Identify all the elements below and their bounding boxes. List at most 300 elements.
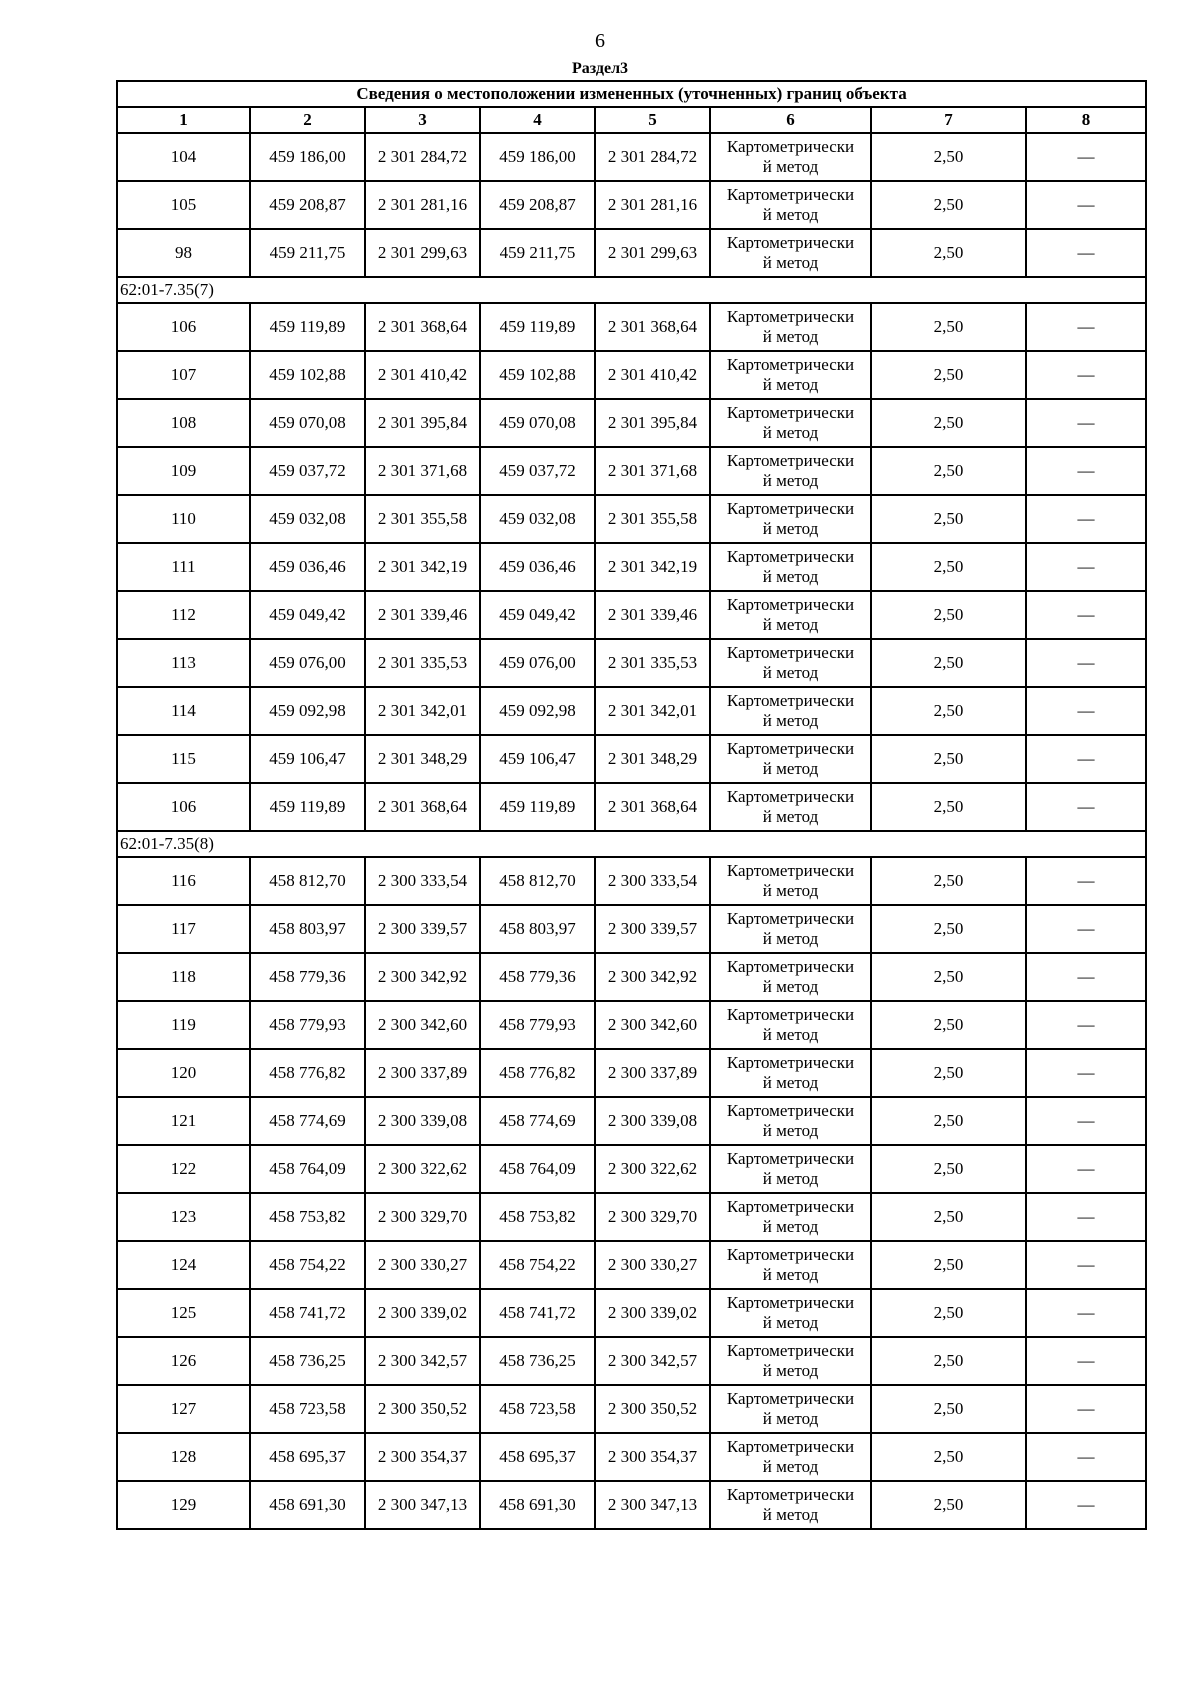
method-cell xyxy=(710,783,871,831)
method-line-2: й метод xyxy=(762,253,819,272)
x-old-cell: 458 753,82 xyxy=(250,1193,365,1241)
table-row xyxy=(117,857,1146,905)
description-cell: — xyxy=(1026,229,1146,277)
accuracy-cell: 2,50 xyxy=(871,1241,1026,1289)
method-line-1: Картометрически xyxy=(726,1245,855,1264)
point-number-cell: 119 xyxy=(117,1001,250,1049)
method-line-2: й метод xyxy=(762,1457,819,1476)
description-cell: — xyxy=(1026,1337,1146,1385)
y-old-cell: 2 300 339,57 xyxy=(365,905,480,953)
point-number-cell: 109 xyxy=(117,447,250,495)
y-new-cell: 2 300 347,13 xyxy=(595,1481,710,1529)
method-cell xyxy=(710,1337,871,1385)
method-cell xyxy=(710,133,871,181)
point-number-cell: 98 xyxy=(117,229,250,277)
x-old-cell: 459 049,42 xyxy=(250,591,365,639)
accuracy-cell: 2,50 xyxy=(871,399,1026,447)
method-cell xyxy=(710,905,871,953)
point-number-cell: 115 xyxy=(117,735,250,783)
group-row xyxy=(117,831,1146,857)
method-line-2: й метод xyxy=(762,327,819,346)
accuracy-cell: 2,50 xyxy=(871,543,1026,591)
method-line-1: Картометрически xyxy=(726,787,855,806)
description-cell: — xyxy=(1026,303,1146,351)
table-row xyxy=(117,495,1146,543)
table-row xyxy=(117,133,1146,181)
y-old-cell: 2 301 395,84 xyxy=(365,399,480,447)
table-row xyxy=(117,687,1146,735)
method-line-2: й метод xyxy=(762,1073,819,1092)
table-row xyxy=(117,1097,1146,1145)
x-old-cell: 459 119,89 xyxy=(250,783,365,831)
description-cell: — xyxy=(1026,495,1146,543)
method-cell xyxy=(710,181,871,229)
method-line-1: Картометрически xyxy=(726,499,855,518)
table-row xyxy=(117,399,1146,447)
y-new-cell: 2 301 368,64 xyxy=(595,303,710,351)
method-cell xyxy=(710,303,871,351)
method-line-2: й метод xyxy=(762,567,819,586)
method-cell xyxy=(710,399,871,447)
x-new-cell: 458 776,82 xyxy=(480,1049,595,1097)
y-old-cell: 2 301 299,63 xyxy=(365,229,480,277)
accuracy-cell: 2,50 xyxy=(871,1145,1026,1193)
y-old-cell: 2 301 339,46 xyxy=(365,591,480,639)
x-new-cell: 459 037,72 xyxy=(480,447,595,495)
description-cell: — xyxy=(1026,133,1146,181)
point-number-cell: 124 xyxy=(117,1241,250,1289)
y-new-cell: 2 300 333,54 xyxy=(595,857,710,905)
description-cell: — xyxy=(1026,857,1146,905)
accuracy-cell: 2,50 xyxy=(871,133,1026,181)
y-old-cell: 2 300 354,37 xyxy=(365,1433,480,1481)
method-line-1: Картометрически xyxy=(726,547,855,566)
description-cell: — xyxy=(1026,1193,1146,1241)
x-old-cell: 459 102,88 xyxy=(250,351,365,399)
point-number-cell: 108 xyxy=(117,399,250,447)
method-cell xyxy=(710,1433,871,1481)
table-row xyxy=(117,229,1146,277)
description-cell: — xyxy=(1026,1145,1146,1193)
point-number-cell: 107 xyxy=(117,351,250,399)
column-number-header: 6 xyxy=(710,107,871,133)
point-number-cell: 112 xyxy=(117,591,250,639)
y-old-cell: 2 301 368,64 xyxy=(365,303,480,351)
x-old-cell: 458 774,69 xyxy=(250,1097,365,1145)
method-line-2: й метод xyxy=(762,1217,819,1236)
y-old-cell: 2 300 333,54 xyxy=(365,857,480,905)
x-old-cell: 458 779,36 xyxy=(250,953,365,1001)
x-new-cell: 459 049,42 xyxy=(480,591,595,639)
method-line-1: Картометрически xyxy=(726,1389,855,1408)
x-new-cell: 458 736,25 xyxy=(480,1337,595,1385)
x-new-cell: 458 753,82 xyxy=(480,1193,595,1241)
x-new-cell: 458 803,97 xyxy=(480,905,595,953)
x-old-cell: 458 695,37 xyxy=(250,1433,365,1481)
accuracy-cell: 2,50 xyxy=(871,1289,1026,1337)
table-row xyxy=(117,735,1146,783)
y-old-cell: 2 301 371,68 xyxy=(365,447,480,495)
method-cell xyxy=(710,857,871,905)
x-old-cell: 459 211,75 xyxy=(250,229,365,277)
x-new-cell: 459 036,46 xyxy=(480,543,595,591)
description-cell: — xyxy=(1026,1049,1146,1097)
x-old-cell: 459 106,47 xyxy=(250,735,365,783)
y-new-cell: 2 301 281,16 xyxy=(595,181,710,229)
table-row xyxy=(117,1145,1146,1193)
method-cell xyxy=(710,1289,871,1337)
method-cell xyxy=(710,1385,871,1433)
x-old-cell: 458 776,82 xyxy=(250,1049,365,1097)
x-old-cell: 459 036,46 xyxy=(250,543,365,591)
table-row xyxy=(117,1193,1146,1241)
method-line-1: Картометрически xyxy=(726,1437,855,1456)
accuracy-cell: 2,50 xyxy=(871,857,1026,905)
table-row xyxy=(117,953,1146,1001)
method-line-1: Картометрически xyxy=(726,1005,855,1024)
table-row xyxy=(117,1385,1146,1433)
method-line-1: Картометрически xyxy=(726,861,855,880)
point-number-cell: 105 xyxy=(117,181,250,229)
table-row xyxy=(117,447,1146,495)
method-cell xyxy=(710,591,871,639)
y-new-cell: 2 301 348,29 xyxy=(595,735,710,783)
method-line-1: Картометрически xyxy=(726,451,855,470)
point-number-cell: 118 xyxy=(117,953,250,1001)
method-line-1: Картометрически xyxy=(726,185,855,204)
description-cell: — xyxy=(1026,1385,1146,1433)
method-line-2: й метод xyxy=(762,977,819,996)
accuracy-cell: 2,50 xyxy=(871,905,1026,953)
table-row xyxy=(117,351,1146,399)
table-row xyxy=(117,783,1146,831)
accuracy-cell: 2,50 xyxy=(871,1193,1026,1241)
table-row xyxy=(117,639,1146,687)
x-old-cell: 458 803,97 xyxy=(250,905,365,953)
point-number-cell: 111 xyxy=(117,543,250,591)
y-old-cell: 2 301 335,53 xyxy=(365,639,480,687)
y-new-cell: 2 301 395,84 xyxy=(595,399,710,447)
method-cell xyxy=(710,1001,871,1049)
column-number-header: 5 xyxy=(595,107,710,133)
method-line-1: Картометрически xyxy=(726,233,855,252)
y-old-cell: 2 300 342,60 xyxy=(365,1001,480,1049)
method-line-1: Картометрически xyxy=(726,691,855,710)
method-line-1: Картометрически xyxy=(726,1293,855,1312)
y-new-cell: 2 300 337,89 xyxy=(595,1049,710,1097)
table-row xyxy=(117,1433,1146,1481)
method-line-2: й метод xyxy=(762,1121,819,1140)
method-cell xyxy=(710,229,871,277)
y-old-cell: 2 300 330,27 xyxy=(365,1241,480,1289)
description-cell: — xyxy=(1026,783,1146,831)
accuracy-cell: 2,50 xyxy=(871,783,1026,831)
y-old-cell: 2 301 410,42 xyxy=(365,351,480,399)
table-row xyxy=(117,1241,1146,1289)
y-new-cell: 2 301 335,53 xyxy=(595,639,710,687)
point-number-cell: 113 xyxy=(117,639,250,687)
x-new-cell: 458 812,70 xyxy=(480,857,595,905)
x-old-cell: 458 741,72 xyxy=(250,1289,365,1337)
method-line-2: й метод xyxy=(762,663,819,682)
y-new-cell: 2 300 339,02 xyxy=(595,1289,710,1337)
point-number-cell: 127 xyxy=(117,1385,250,1433)
x-old-cell: 459 037,72 xyxy=(250,447,365,495)
x-old-cell: 459 070,08 xyxy=(250,399,365,447)
x-new-cell: 458 754,22 xyxy=(480,1241,595,1289)
method-line-2: й метод xyxy=(762,1265,819,1284)
description-cell: — xyxy=(1026,1001,1146,1049)
y-old-cell: 2 301 355,58 xyxy=(365,495,480,543)
column-number-header: 2 xyxy=(250,107,365,133)
accuracy-cell: 2,50 xyxy=(871,303,1026,351)
x-old-cell: 459 119,89 xyxy=(250,303,365,351)
y-new-cell: 2 300 342,60 xyxy=(595,1001,710,1049)
description-cell: — xyxy=(1026,1433,1146,1481)
x-new-cell: 458 741,72 xyxy=(480,1289,595,1337)
method-line-2: й метод xyxy=(762,711,819,730)
x-new-cell: 459 076,00 xyxy=(480,639,595,687)
method-cell xyxy=(710,495,871,543)
page-number: 6 xyxy=(595,30,605,52)
method-line-2: й метод xyxy=(762,881,819,900)
method-line-2: й метод xyxy=(762,157,819,176)
accuracy-cell: 2,50 xyxy=(871,229,1026,277)
description-cell: — xyxy=(1026,905,1146,953)
y-new-cell: 2 301 368,64 xyxy=(595,783,710,831)
x-new-cell: 459 106,47 xyxy=(480,735,595,783)
accuracy-cell: 2,50 xyxy=(871,591,1026,639)
method-line-1: Картометрически xyxy=(726,739,855,758)
x-new-cell: 459 032,08 xyxy=(480,495,595,543)
column-number-header: 8 xyxy=(1026,107,1146,133)
point-number-cell: 116 xyxy=(117,857,250,905)
method-line-2: й метод xyxy=(762,375,819,394)
method-cell xyxy=(710,639,871,687)
method-cell xyxy=(710,447,871,495)
x-old-cell: 459 076,00 xyxy=(250,639,365,687)
method-cell xyxy=(710,1049,871,1097)
accuracy-cell: 2,50 xyxy=(871,1481,1026,1529)
y-new-cell: 2 300 330,27 xyxy=(595,1241,710,1289)
x-new-cell: 458 779,36 xyxy=(480,953,595,1001)
y-new-cell: 2 300 322,62 xyxy=(595,1145,710,1193)
description-cell: — xyxy=(1026,953,1146,1001)
y-new-cell: 2 301 299,63 xyxy=(595,229,710,277)
method-line-2: й метод xyxy=(762,471,819,490)
y-old-cell: 2 301 348,29 xyxy=(365,735,480,783)
y-old-cell: 2 300 342,92 xyxy=(365,953,480,1001)
method-cell xyxy=(710,1481,871,1529)
y-new-cell: 2 301 342,01 xyxy=(595,687,710,735)
y-old-cell: 2 300 339,02 xyxy=(365,1289,480,1337)
y-old-cell: 2 300 342,57 xyxy=(365,1337,480,1385)
y-old-cell: 2 301 368,64 xyxy=(365,783,480,831)
point-number-cell: 126 xyxy=(117,1337,250,1385)
y-new-cell: 2 300 342,57 xyxy=(595,1337,710,1385)
method-cell xyxy=(710,1193,871,1241)
x-old-cell: 458 754,22 xyxy=(250,1241,365,1289)
x-old-cell: 459 092,98 xyxy=(250,687,365,735)
y-old-cell: 2 300 337,89 xyxy=(365,1049,480,1097)
column-number-header: 3 xyxy=(365,107,480,133)
x-old-cell: 458 779,93 xyxy=(250,1001,365,1049)
y-new-cell: 2 301 284,72 xyxy=(595,133,710,181)
x-old-cell: 458 812,70 xyxy=(250,857,365,905)
description-cell: — xyxy=(1026,735,1146,783)
x-new-cell: 458 774,69 xyxy=(480,1097,595,1145)
section-title: Раздел3 xyxy=(571,60,629,77)
point-number-cell: 114 xyxy=(117,687,250,735)
method-line-1: Картометрически xyxy=(726,595,855,614)
method-line-2: й метод xyxy=(762,807,819,826)
method-line-1: Картометрически xyxy=(726,1341,855,1360)
y-old-cell: 2 300 329,70 xyxy=(365,1193,480,1241)
method-line-1: Картометрически xyxy=(726,355,855,374)
x-old-cell: 458 691,30 xyxy=(250,1481,365,1529)
method-line-1: Картометрически xyxy=(726,403,855,422)
y-new-cell: 2 301 410,42 xyxy=(595,351,710,399)
description-cell: — xyxy=(1026,1241,1146,1289)
y-new-cell: 2 301 339,46 xyxy=(595,591,710,639)
point-number-cell: 110 xyxy=(117,495,250,543)
point-number-cell: 121 xyxy=(117,1097,250,1145)
method-line-2: й метод xyxy=(762,759,819,778)
point-number-cell: 123 xyxy=(117,1193,250,1241)
x-old-cell: 459 186,00 xyxy=(250,133,365,181)
method-line-2: й метод xyxy=(762,519,819,538)
group-row xyxy=(117,277,1146,303)
table-row xyxy=(117,1337,1146,1385)
x-old-cell: 458 723,58 xyxy=(250,1385,365,1433)
column-number-header: 7 xyxy=(871,107,1026,133)
table-row xyxy=(117,1049,1146,1097)
table-row xyxy=(117,591,1146,639)
x-old-cell: 458 764,09 xyxy=(250,1145,365,1193)
table-row xyxy=(117,303,1146,351)
accuracy-cell: 2,50 xyxy=(871,447,1026,495)
x-new-cell: 458 764,09 xyxy=(480,1145,595,1193)
accuracy-cell: 2,50 xyxy=(871,687,1026,735)
method-cell xyxy=(710,687,871,735)
y-new-cell: 2 300 329,70 xyxy=(595,1193,710,1241)
point-number-cell: 128 xyxy=(117,1433,250,1481)
method-cell xyxy=(710,543,871,591)
group-label: 62:01-7.35(7) xyxy=(117,277,1146,303)
method-line-2: й метод xyxy=(762,929,819,948)
y-new-cell: 2 300 354,37 xyxy=(595,1433,710,1481)
method-line-2: й метод xyxy=(762,1505,819,1524)
description-cell: — xyxy=(1026,543,1146,591)
table-row xyxy=(117,905,1146,953)
description-cell: — xyxy=(1026,399,1146,447)
description-cell: — xyxy=(1026,591,1146,639)
y-new-cell: 2 300 350,52 xyxy=(595,1385,710,1433)
x-new-cell: 459 186,00 xyxy=(480,133,595,181)
accuracy-cell: 2,50 xyxy=(871,1337,1026,1385)
method-line-1: Картометрически xyxy=(726,137,855,156)
table-body xyxy=(117,133,1146,1529)
table-row xyxy=(117,181,1146,229)
y-old-cell: 2 301 284,72 xyxy=(365,133,480,181)
accuracy-cell: 2,50 xyxy=(871,1001,1026,1049)
accuracy-cell: 2,50 xyxy=(871,351,1026,399)
point-number-cell: 104 xyxy=(117,133,250,181)
accuracy-cell: 2,50 xyxy=(871,639,1026,687)
y-old-cell: 2 300 350,52 xyxy=(365,1385,480,1433)
y-new-cell: 2 300 342,92 xyxy=(595,953,710,1001)
x-new-cell: 459 211,75 xyxy=(480,229,595,277)
x-new-cell: 459 102,88 xyxy=(480,351,595,399)
y-new-cell: 2 301 355,58 xyxy=(595,495,710,543)
x-new-cell: 459 208,87 xyxy=(480,181,595,229)
method-cell xyxy=(710,1145,871,1193)
y-new-cell: 2 300 339,57 xyxy=(595,905,710,953)
x-new-cell: 459 092,98 xyxy=(480,687,595,735)
method-cell xyxy=(710,953,871,1001)
method-line-1: Картометрически xyxy=(726,1197,855,1216)
column-number-row xyxy=(117,107,1146,133)
y-old-cell: 2 301 281,16 xyxy=(365,181,480,229)
method-line-2: й метод xyxy=(762,423,819,442)
method-line-1: Картометрически xyxy=(726,1149,855,1168)
accuracy-cell: 2,50 xyxy=(871,1385,1026,1433)
table-row xyxy=(117,1481,1146,1529)
y-new-cell: 2 300 339,08 xyxy=(595,1097,710,1145)
point-number-cell: 106 xyxy=(117,303,250,351)
description-cell: — xyxy=(1026,639,1146,687)
table-row xyxy=(117,1289,1146,1337)
method-line-2: й метод xyxy=(762,1361,819,1380)
accuracy-cell: 2,50 xyxy=(871,735,1026,783)
group-label: 62:01-7.35(8) xyxy=(117,831,1146,857)
y-old-cell: 2 300 322,62 xyxy=(365,1145,480,1193)
method-line-2: й метод xyxy=(762,205,819,224)
point-number-cell: 117 xyxy=(117,905,250,953)
x-old-cell: 459 208,87 xyxy=(250,181,365,229)
accuracy-cell: 2,50 xyxy=(871,495,1026,543)
description-cell: — xyxy=(1026,351,1146,399)
method-line-1: Картометрически xyxy=(726,643,855,662)
y-old-cell: 2 300 339,08 xyxy=(365,1097,480,1145)
x-new-cell: 459 119,89 xyxy=(480,303,595,351)
method-line-1: Картометрически xyxy=(726,909,855,928)
description-cell: — xyxy=(1026,687,1146,735)
x-new-cell: 459 119,89 xyxy=(480,783,595,831)
method-line-2: й метод xyxy=(762,1313,819,1332)
accuracy-cell: 2,50 xyxy=(871,181,1026,229)
method-line-2: й метод xyxy=(762,1409,819,1428)
x-new-cell: 458 779,93 xyxy=(480,1001,595,1049)
description-cell: — xyxy=(1026,447,1146,495)
method-line-1: Картометрически xyxy=(726,1101,855,1120)
method-line-1: Картометрически xyxy=(726,1053,855,1072)
x-new-cell: 458 691,30 xyxy=(480,1481,595,1529)
column-number-header: 4 xyxy=(480,107,595,133)
method-line-1: Картометрически xyxy=(726,1485,855,1504)
method-cell xyxy=(710,1097,871,1145)
x-old-cell: 459 032,08 xyxy=(250,495,365,543)
y-new-cell: 2 301 371,68 xyxy=(595,447,710,495)
method-cell xyxy=(710,351,871,399)
y-old-cell: 2 300 347,13 xyxy=(365,1481,480,1529)
x-new-cell: 458 723,58 xyxy=(480,1385,595,1433)
accuracy-cell: 2,50 xyxy=(871,1049,1026,1097)
point-number-cell: 122 xyxy=(117,1145,250,1193)
point-number-cell: 120 xyxy=(117,1049,250,1097)
description-cell: — xyxy=(1026,1097,1146,1145)
table-caption: Сведения о местоположении измененных (уточненных) границ объекта xyxy=(117,81,1146,107)
